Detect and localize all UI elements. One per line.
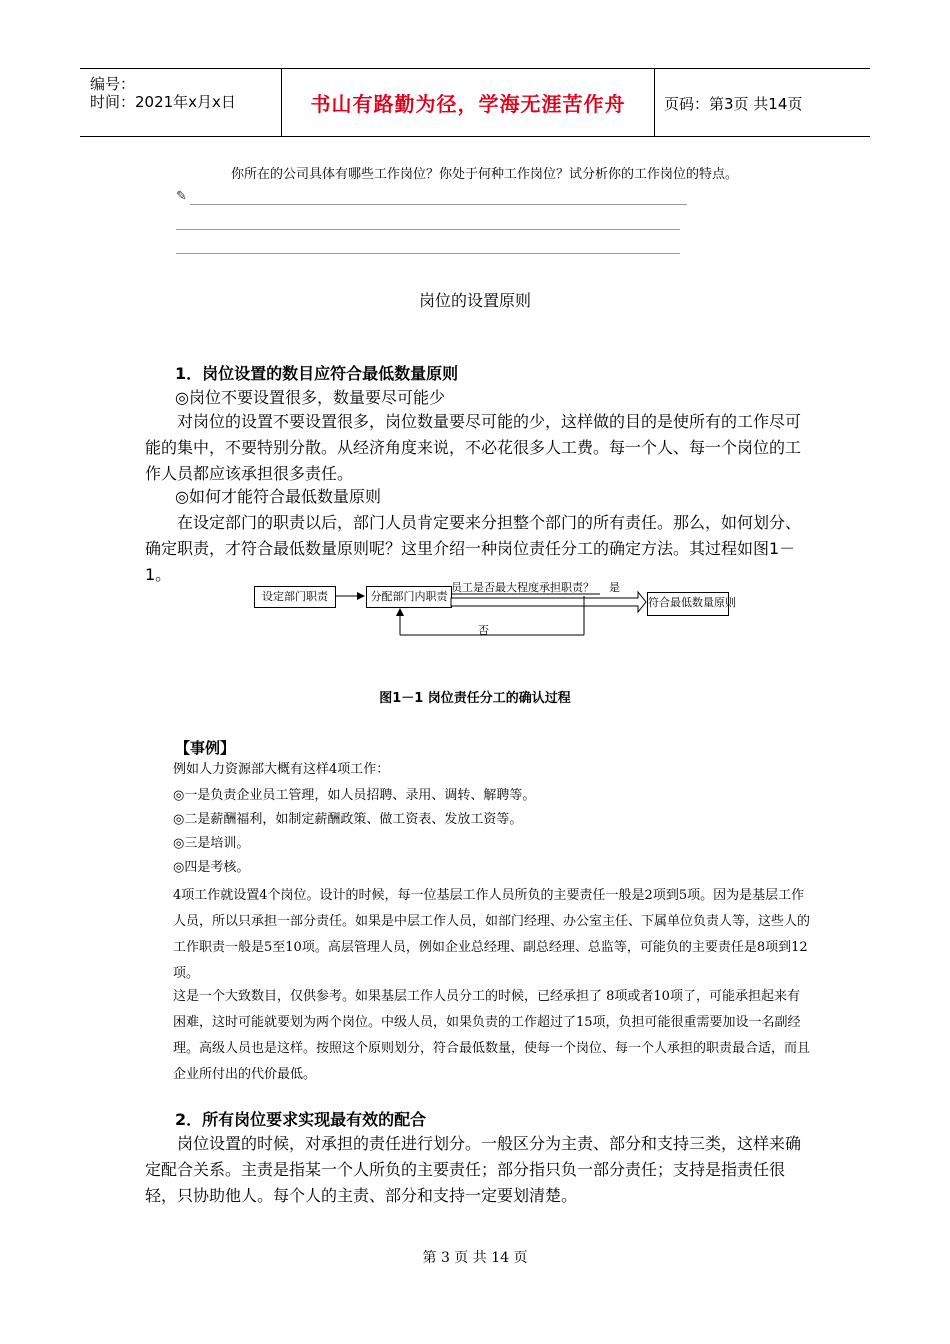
section1-bullet2: ◎如何才能符合最低数量原则 [175,487,381,506]
section1-para1: 对岗位的设置不要设置很多，岗位数量要尽可能的少，这样做的目的是使所有的工作尽可能的集中，不要特别分散。从经济角度来说，不必花很多人工费。每一个人、每一个岗位的工作人员都应该承担很多责任。 [145,412,802,483]
case-para-1: 4项工作就设置4个岗位。设计的时候，每一位基层工作人员所负的主要责任一般是2项到5项。因为是基层工作人员，所以只承担一部分责任。如果是中层工作人员，如部门经理、办公室主任、下属单位负责人等，这些人的工作职责一般是5至10项。高层管理人员，例如企业总经理、副总经理、总监等，可能负的主要责任是8项到12项。 [173,888,811,981]
flow-yes-label: 是 [609,581,620,594]
case-item-2: ◎二是薪酬福利，如制定薪酬政策、做工资表、发放工资等。 [173,812,523,827]
flow-question-label: 员工是否最大程度承担职责？ [451,581,594,594]
header-motto: 书山有路勤为径，学海无涯苦作舟 [310,92,626,116]
case-item-3: ◎三是培训。 [173,836,250,851]
section1-bullet1: ◎岗位不要设置很多，数量要尽可能少 [175,388,445,407]
case-item-1: ◎一是负责企业员工管理，如人员招聘、录用、调转、解聘等。 [173,788,536,803]
arrow-yes [451,592,646,612]
header-time-label: 时间：2021年x月x日 [90,93,236,111]
case-title: 【事例】 [175,739,236,757]
case-item-4: ◎四是考核。 [173,860,250,875]
answer-line-3 [176,253,680,254]
answer-line-1 [190,204,687,205]
flow-box-min-quantity: 符合最低数量原则 [647,592,729,616]
flow-box-assign-duties: 分配部门内职责 [366,586,452,608]
page-footer: 第 3 页 共 14 页 [422,1250,528,1266]
pencil-icon: ✎ [176,189,187,204]
flow-no-label: 否 [478,624,489,637]
flow-box-set-duties: 设定部门职责 [254,586,336,608]
header-bottom-rule [80,136,870,137]
header-top-rule [80,68,870,69]
exercise-question: 你所在的公司具体有哪些工作岗位？你处于何种工作岗位？试分析你的工作岗位的特点。 [231,167,739,182]
header-number-label: 编号： [90,75,136,93]
section1-heading: 1．岗位设置的数目应符合最低数量原则 [175,364,459,383]
header-divider-right [654,68,655,136]
answer-line-2 [176,229,680,230]
section1-para2: 在设定部门的职责以后，部门人员肯定要来分担整个部门的所有责任。那么，如何划分、确定职责，才符合最低数量原则呢？这里介绍一种岗位责任分工的确定方法。其过程如图1－1。 [145,513,802,584]
figure-caption: 图1－1 岗位责任分工的确认过程 [379,691,571,706]
header-page-label: 页码：第3页 共14页 [664,95,803,113]
case-intro: 例如人力资源部大概有这样4项工作： [173,762,390,777]
section2-para1: 岗位设置的时候，对承担的责任进行划分。一般区分为主责、部分和支持三类，这样来确定配合关系。主责是指某一个人所负的主要责任；部分指只负一部分责任；支持是指责任很轻，只协助他人。每个人的主责、部分和支持一定要划清楚。 [145,1134,802,1205]
page-title: 岗位的设置原则 [418,291,531,310]
case-para-2: 这是一个大致数目，仅供参考。如果基层工作人员分工的时候，已经承担了 8项或者10项了，可能承担起来有困难，这时可能就要划为两个岗位。中级人员，如果负责的工作超过了15项，负担可能很重需要加设一名副经理。高级人员也是这样。按照这个原则划分，符合最低数量，使每一个岗位、每一个人承担的职责最合适，而且企业所付出的代价最低。 [173,989,811,1082]
section2-heading: 2．所有岗位要求实现最有效的配合 [175,1110,427,1129]
